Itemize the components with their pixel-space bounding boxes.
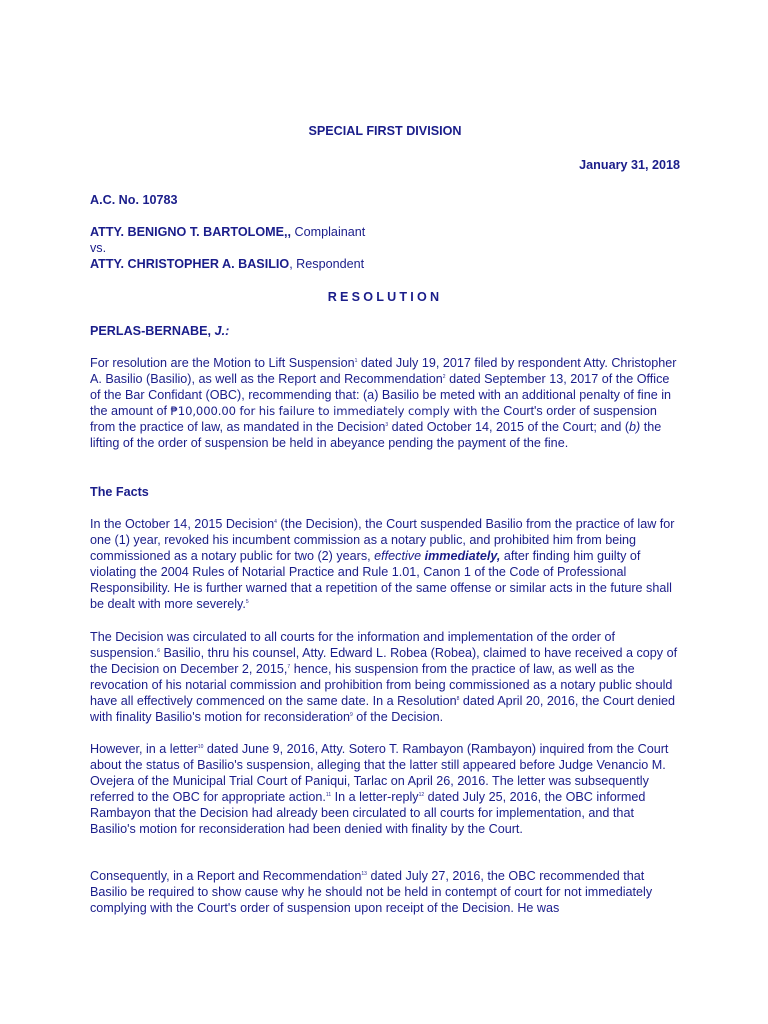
paragraph-3: [90, 630, 680, 725]
versus-label: vs.: [90, 240, 107, 255]
section-heading-facts: The Facts: [90, 485, 149, 499]
footnote-ref-10[interactable]: 10: [197, 743, 204, 750]
p3-text-d: dated April 20, 2016, the Court denied with finality Basilio's motion for reconsideration: [90, 693, 676, 724]
complainant-name: ATTY. BENIGNO T. BARTOLOME,,: [90, 225, 292, 239]
footnote-ref-9[interactable]: 9: [350, 711, 353, 718]
p3-text-e: of the Decision.: [352, 709, 444, 724]
ponente-name: PERLAS-BERNABE,: [90, 324, 212, 338]
footnote-ref-13[interactable]: 13: [361, 870, 367, 877]
p3-text-c: hence, his suspension from the practice of law, as well as the revocation of his notarial commission and prohibition from being commissioned as a notary public should have all effectively commenced on the same date. In a Resolution: [90, 661, 673, 708]
p4-text-c: In a letter-reply: [331, 789, 419, 804]
respondent-role: , Respondent: [289, 256, 365, 271]
p2-effective: effective: [374, 548, 422, 563]
p4-text-d: dated July 25, 2016, the OBC informed Rambayon that the Decision had already been circulated to all courts for implementation, and that Basilio's motion for reconsideration had been denied with finality by the Court.: [90, 789, 646, 836]
division-heading: SPECIAL FIRST DIVISION: [308, 124, 462, 138]
document-title: RESOLUTION: [327, 290, 443, 304]
ponente-line: [90, 324, 680, 340]
p5-text-a: Consequently, in a Report and Recommendation: [90, 869, 362, 883]
p5-text-b: dated July 27, 2016, the OBC recommended that Basilio be required to show cause why he should not be held in contempt of court for not immediately complying with the Court's order of suspension upon receipt of the Decision. He was: [90, 869, 653, 915]
complainant-role: Complainant: [291, 225, 366, 239]
paragraph-1: [90, 356, 680, 451]
paragraph-5: [90, 869, 680, 917]
footnote-ref-8[interactable]: 8: [456, 695, 460, 702]
footnote-ref-7[interactable]: 7: [287, 663, 291, 670]
parties-block: [90, 225, 680, 273]
paragraph-2: [90, 517, 680, 612]
respondent-name: ATTY. CHRISTOPHER A. BASILIO: [90, 256, 290, 271]
case-number: A.C. No. 10783: [90, 193, 178, 207]
p1-text-h: the lifting of the order of suspension be held in abeyance pending the payment of the fine.: [90, 419, 662, 450]
p1-text-e: Court's order of suspension from the practice of law, as mandated in the Decision: [90, 403, 657, 434]
p1-item-b: b): [629, 419, 641, 434]
p1-text-a: For resolution are the Motion to Lift Suspension: [90, 356, 355, 370]
footnote-ref-2[interactable]: 2: [442, 373, 446, 380]
footnote-ref-11[interactable]: 11: [325, 791, 332, 798]
p3-text-b: Basilio, thru his counsel, Atty. Edward L. Robea (Robea), claimed to have received a copy of the Decision on December 2, 2015,: [90, 645, 678, 676]
ponente-title: J.:: [211, 324, 230, 338]
footnote-ref-12[interactable]: 12: [418, 791, 425, 798]
footnote-ref-4[interactable]: 4: [274, 518, 277, 525]
document-page: [90, 0, 680, 1024]
p4-text-a: However, in a letter: [90, 742, 198, 756]
footnote-ref-6[interactable]: 6: [157, 647, 160, 654]
p1-text-b: dated July 19, 2017 filed by respondent Atty. Christopher A. Basilio (Basilio), as well as the Report and Recommendation: [90, 356, 677, 386]
complainant-line: [90, 225, 680, 241]
footnote-ref-3[interactable]: 3: [385, 421, 389, 428]
respondent-line: [90, 257, 680, 273]
paragraph-4: [90, 742, 680, 837]
p1-fine-amount: ₱10,000.00 for his failure to immediately comply with the: [170, 403, 500, 418]
p2-text-a: In the October 14, 2015 Decision: [90, 517, 275, 531]
p2-text-b: (the Decision), the Court suspended Basilio from the practice of law for one (1) year, revoked his incumbent commission as a notary public, and prohibited him from being commissioned as a notary public for two (2) years,: [90, 517, 675, 563]
p4-text-b: dated June 9, 2016, Atty. Sotero T. Rambayon (Rambayon) inquired from the Court about the status of Basilio's suspension, alleging that the latter still appeared before Judge Venancio M. Ovejera of the Municipal Trial Court of Paniqui, Tarlac on April 26, 2016. The letter was subsequently referred to the OBC for appropriate action.: [90, 742, 669, 804]
p3-text-a: The Decision was circulated to all courts for the information and implementation of the order of suspension.: [90, 630, 616, 660]
decision-date: January 31, 2018: [579, 158, 680, 172]
p1-text-c: dated September 13, 2017 of the Office of the Bar Confidant (OBC), recommending that: (a) Basilio be meted with an additional penalty of fine in the amount of: [90, 371, 672, 418]
footnote-ref-1[interactable]: 1: [354, 357, 358, 364]
footnote-ref-5[interactable]: 5: [245, 598, 249, 605]
p1-text-f: dated October 14, 2015 of the Court; and (: [388, 419, 630, 434]
p2-immediately: immediately,: [424, 548, 501, 563]
p2-text-f: after finding him guilty of violating the 2004 Rules of Notarial Practice and Rule 1.01, Canon 1 of the Code of Professional Responsibility. He is further warned that a repetition of the same offense or similar acts in the future shall be dealt with more severely.: [90, 548, 672, 611]
